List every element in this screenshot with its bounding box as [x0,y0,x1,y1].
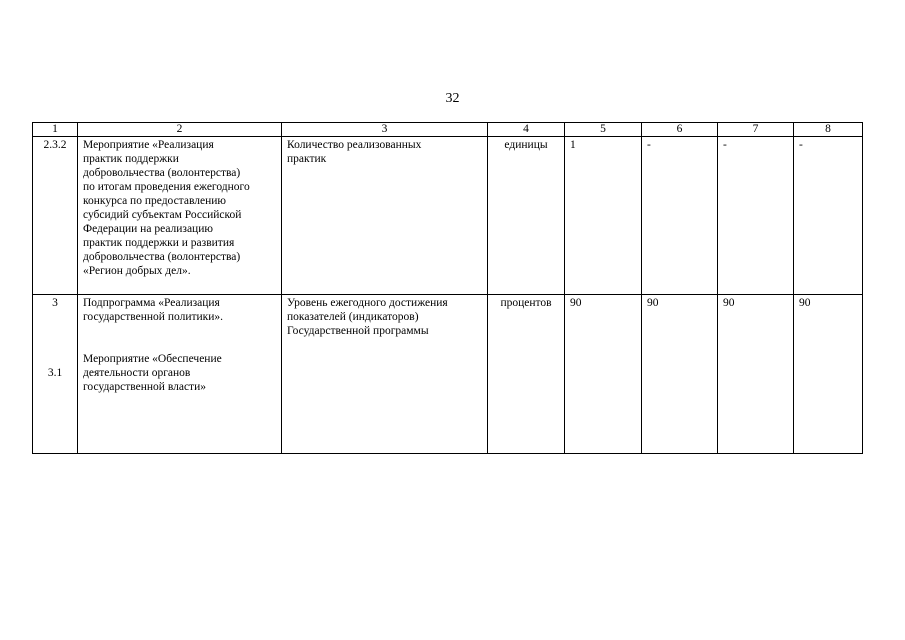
unit: процентов [488,295,565,454]
value-col6: - [642,137,718,295]
column-header: 2 [78,123,282,137]
column-header: 8 [794,123,863,137]
column-header: 4 [488,123,565,137]
value-col8: - [794,137,863,295]
row-number: 2.3.2 [33,137,78,295]
column-header: 6 [642,123,718,137]
indicator-name: Количество реализованных практик [282,137,488,295]
value-col5: 90 [565,295,642,454]
measure-name: Подпрограмма «Реализация государственной политики». Мероприятие «Обеспечение деятельности органов государственной власти» [78,295,282,454]
column-header: 3 [282,123,488,137]
value-col7: 90 [718,295,794,454]
measure-name: Мероприятие «Реализация практик поддержки добровольчества (волонтерства) по итогам проведения ежегодного конкурса по предоставлению субсидий субъектам Российской Федерации на реализацию практик поддержки и развития добровольчества (волонтерства) «Регион добрых дел». [78,137,282,295]
indicators-table [32,122,863,454]
indicator-name: Уровень ежегодного достижения показателей (индикаторов) Государственной программы [282,295,488,454]
table-row [33,295,863,454]
column-header: 7 [718,123,794,137]
value-col8: 90 [794,295,863,454]
column-header: 1 [33,123,78,137]
value-col6: 90 [642,295,718,454]
row-number: 3 3.1 [33,295,78,454]
value-col5: 1 [565,137,642,295]
table-row [33,137,863,295]
value-col7: - [718,137,794,295]
column-header: 5 [565,123,642,137]
table-header-row [33,123,863,137]
unit: единицы [488,137,565,295]
page-number: 32 [445,91,460,106]
